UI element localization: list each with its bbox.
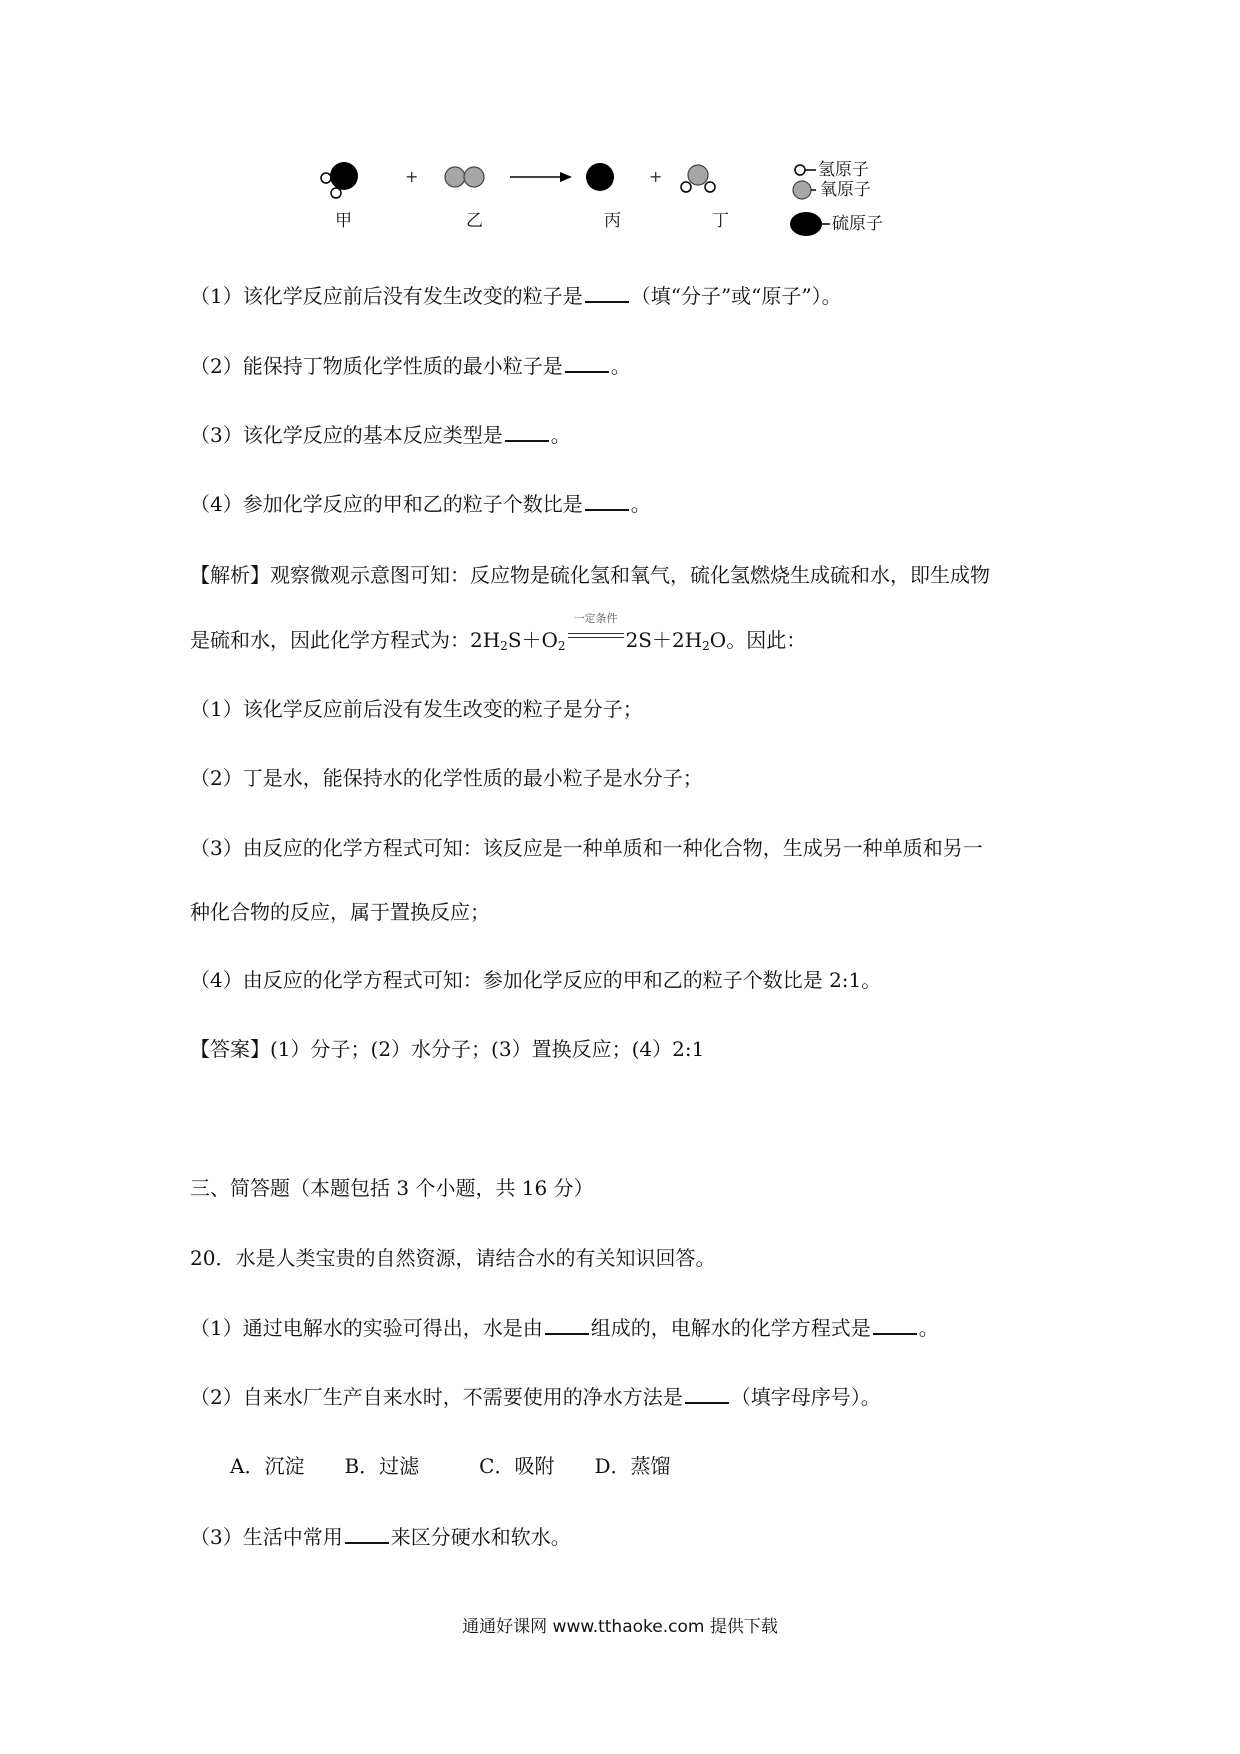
answer-blank: [545, 1315, 589, 1335]
answer-line: 【答案】(1）分子；(2）水分子；(3）置换反应；(4）2:1: [190, 1037, 705, 1061]
question-3: （3）该化学反应的基本反应类型是 。: [190, 423, 571, 447]
question-20-2: （2）自来水厂生产自来水时，不需要使用的净水方法是 （填字母序号）。: [190, 1385, 881, 1409]
question-1: （1）该化学反应前后没有发生改变的粒子是 （填“分子”或“原子”）。: [190, 284, 842, 308]
hydrogen-atom: [331, 188, 341, 198]
analysis-equation: 是硫和水，因此化学方程式为：$2H_2S+O_2$ 一定条件 $2S+2H_2O$。因此：: [190, 612, 807, 653]
label-bing: 丙: [604, 211, 621, 231]
reaction-arrow: [510, 172, 572, 182]
analysis-point-3a: （3）由反应的化学方程式可知：该反应是一种单质和一种化合物，生成另一种单质和另一: [190, 836, 983, 860]
footer: 通通好课网 www.tthaoke.com 提供下载: [462, 1617, 778, 1637]
hydrogen-atom: [681, 182, 691, 192]
legend-hydrogen-label: 氢原子: [818, 160, 869, 180]
question-20-2-options: A．沉淀 B．过滤 C．吸附 D．蒸馏: [230, 1454, 671, 1478]
oxygen-atom: [688, 165, 708, 185]
legend-sulfur-label: 硫原子: [832, 214, 883, 234]
hydrogen-atom: [705, 182, 715, 192]
answer-blank: [873, 1315, 917, 1335]
oxygen-atom: [445, 167, 465, 187]
label-ding: 丁: [712, 211, 729, 231]
section-title: 三、简答题（本题包括 3 个小题，共 16 分）: [190, 1176, 594, 1200]
question-2: （2）能保持丁物质化学性质的最小粒子是 。: [190, 354, 631, 378]
question-20-3: （3）生活中常用 来区分硬水和软水。: [190, 1525, 571, 1549]
molecule-jia: [321, 162, 358, 198]
legend-oxygen-label: 氧原子: [820, 180, 871, 200]
reaction-condition: 一定条件: [568, 627, 624, 647]
molecule-yi: [445, 167, 484, 187]
question-4: （4）参加化学反应的甲和乙的粒子个数比是 。: [190, 492, 651, 516]
answer-blank: [505, 422, 549, 442]
answer-blank: [585, 491, 629, 511]
answer-blank: [345, 1524, 389, 1544]
oxygen-atom: [464, 167, 484, 187]
molecule-bing: [586, 163, 614, 191]
hydrogen-atom: [321, 173, 331, 183]
plus-sign: +: [649, 167, 663, 186]
answer-blank: [585, 283, 629, 303]
label-yi: 乙: [466, 211, 483, 231]
analysis-point-4: （4）由反应的化学方程式可知：参加化学反应的甲和乙的粒子个数比是 2:1。: [190, 968, 882, 992]
legend-oxygen-icon: [793, 181, 811, 199]
legend-hydrogen-icon: [795, 165, 805, 175]
answer-blank: [565, 353, 609, 373]
question-20-1: （1）通过电解水的实验可得出，水是由 组成的，电解水的化学方程式是 。: [190, 1316, 939, 1340]
legend-sulfur-icon: [790, 212, 822, 236]
analysis-point-2: （2）丁是水，能保持水的化学性质的最小粒子是水分子；: [190, 766, 703, 790]
analysis-point-3b: 种化合物的反应，属于置换反应；: [190, 900, 490, 924]
label-jia: 甲: [335, 211, 352, 231]
plus-sign: +: [405, 167, 419, 186]
analysis-point-1: （1）该化学反应前后没有发生改变的粒子是分子；: [190, 697, 643, 721]
question-20: 20．水是人类宝贵的自然资源，请结合水的有关知识回答。: [190, 1246, 716, 1270]
answer-blank: [685, 1384, 729, 1404]
sulfur-atom: [330, 162, 358, 190]
analysis-intro: 【解析】观察微观示意图可知：反应物是硫化氢和氧气，硫化氢燃烧生成硫和水，即生成物: [190, 563, 990, 587]
molecule-ding: [681, 165, 715, 192]
